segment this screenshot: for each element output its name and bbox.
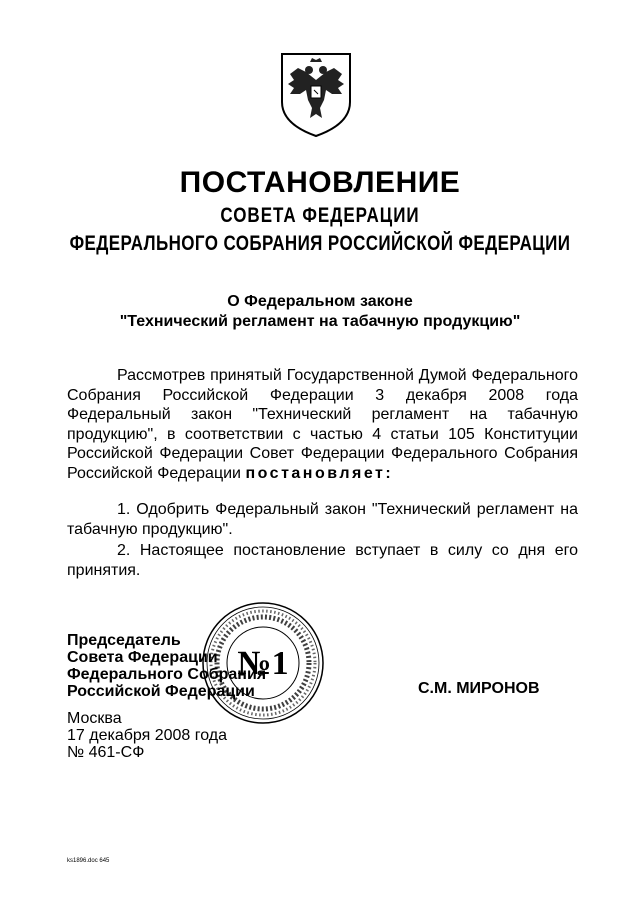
official-seal [200,600,326,726]
place-and-date [67,710,227,761]
signatory-name: С.М. МИРОНОВ [418,680,540,697]
seal-number: №1 [237,645,289,682]
resolution-item-1: 1. Одобрить Федеральный закон "Технический регламент на табачную продукцию". [67,501,578,538]
footer-code: ks1896.doc 645 [67,858,110,864]
signatory-line-1: Председатель [67,632,181,649]
signatory-line-2: Совета Федерации [67,649,218,666]
signatory-line-4: Российской Федерации [67,683,255,700]
date: 17 декабря 2008 года [67,727,228,744]
signatory-line-3: Федерального Собрания [67,666,267,683]
document-type-title: ПОСТАНОВЛЕНИЕ [179,166,461,199]
subject-line-2: "Технический регламент на табачную продукцию" [119,313,521,330]
resolution-keyword: постановляет: [245,464,394,482]
issuer-line-1: СОВЕТА ФЕДЕРАЦИИ [220,203,420,227]
coat-of-arms-icon [276,50,356,140]
main-paragraph [67,366,578,483]
document-number: № 461-СФ [67,744,145,761]
city: Москва [67,710,122,727]
subject-line-1: О Федеральном законе [227,293,413,310]
issuer-line-2: ФЕДЕРАЛЬНОГО СОБРАНИЯ РОССИЙСКОЙ ФЕДЕРАЦИИ [69,231,571,255]
resolution-item-2: 2. Настоящее постановление вступает в силу со дня его принятия. [67,542,578,579]
main-paragraph-text: Рассмотрев принятый Государственной Думой Федерального Собрания Российской Федерации 3 декабря 2008 года Федеральный закон "Технический регламент на табачную продукцию", в соответствии с частью 4 статьи 105 Конституции Российской Федерации Совет Федерации Федерального Собрания Российской Федерации [67,367,578,482]
